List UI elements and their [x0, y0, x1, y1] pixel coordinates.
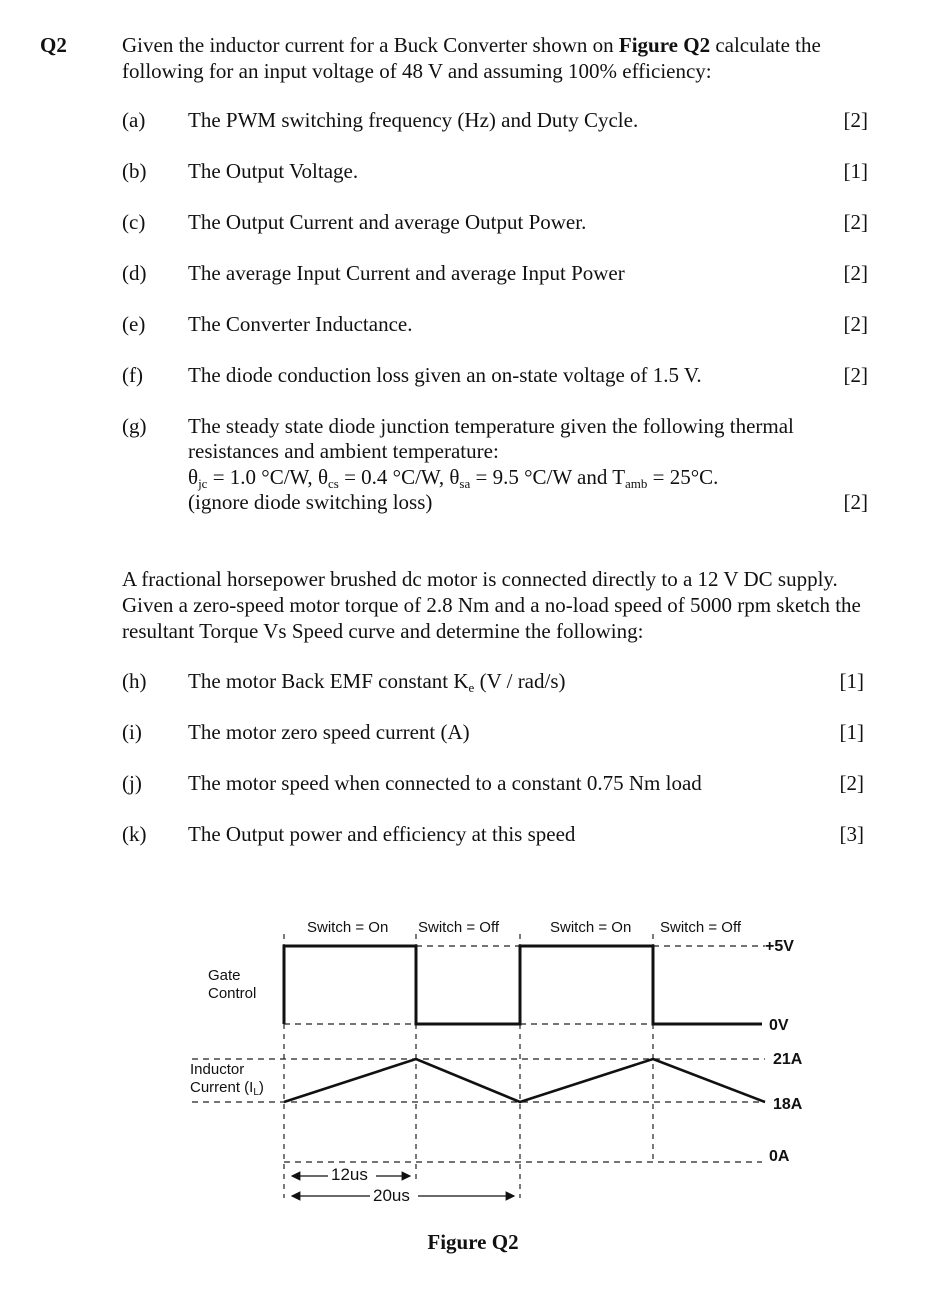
gate-control-waveform	[284, 946, 762, 1024]
part-label: (k)	[122, 822, 147, 846]
figure-caption: Figure Q2	[427, 1230, 519, 1254]
switch-label-3: Switch = On	[550, 919, 632, 936]
part-text: The PWM switching frequency (Hz) and Duty Cycle.	[188, 108, 639, 132]
horizontal-guides	[192, 946, 765, 1162]
part-label: (j)	[122, 771, 142, 795]
part-marks: [2]	[839, 771, 864, 795]
part-marks: [2]	[843, 210, 868, 234]
part-text: The diode conduction loss given an on-state voltage of 1.5 V.	[188, 363, 702, 387]
part-text: The Converter Inductance.	[188, 312, 413, 336]
motor-intro: A fractional horsepower brushed dc motor is connected directly to a 12 V DC supply. Given a zero-speed motor torque of 2.8 Nm and a no-load speed of 5000 rpm sketch the resultant Torque Vs Speed curve and determine the following:	[122, 567, 861, 643]
vertical-guides	[284, 934, 653, 1198]
part-label: (e)	[122, 312, 146, 336]
part-marks: [3]	[839, 822, 864, 846]
part-text-line2: resistances and ambient temperature:	[188, 439, 499, 463]
part-marks: [2]	[843, 261, 868, 285]
gate-label-line1: Gate	[208, 967, 241, 984]
switch-label-4: Switch = Off	[660, 919, 742, 936]
inductor-current-waveform	[284, 1059, 765, 1102]
part-label: (a)	[122, 108, 146, 132]
part-text: The motor zero speed current (A)	[188, 720, 470, 744]
part-text: The Output power and efficiency at this speed	[188, 822, 576, 846]
part-label: (f)	[122, 363, 143, 387]
part-text-line4: (ignore diode switching loss)	[188, 490, 433, 514]
inductor-label-line1: Inductor	[190, 1061, 245, 1078]
level-label-18a: 18A	[773, 1096, 803, 1113]
part-marks: [1]	[839, 720, 864, 744]
part-label: (i)	[122, 720, 142, 744]
question-intro: Given the inductor current for a Buck Converter shown on Figure Q2 calculate the following for an input voltage of 48 V and assuming 100% efficiency:	[122, 33, 821, 83]
time-label-12us: 12us	[331, 1165, 368, 1184]
part-label: (g)	[122, 414, 147, 438]
part-label: (d)	[122, 261, 147, 285]
part-marks: [2]	[843, 363, 868, 387]
question-number: Q2	[40, 33, 67, 57]
part-marks: [1]	[839, 669, 864, 693]
level-label-0a: 0A	[769, 1148, 790, 1165]
level-label-5v: +5V	[765, 938, 794, 955]
part-marks: [1]	[843, 159, 868, 183]
part-marks: [2]	[843, 312, 868, 336]
part-text: The Output Voltage.	[188, 159, 359, 183]
thermal-values: $\theta_{jc} = 1.0$ °C/W, $\theta_{cs} = 0.4$ °C/W, $\theta_{sa} = 9.5$ °C/W and $T_{amb} = 25^\circ C$.	[188, 465, 719, 491]
part-text: The motor Back EMF constant $K_e$ (V / rad/s)	[188, 669, 566, 695]
switch-label-1: Switch = On	[307, 919, 389, 936]
part-label: (b)	[122, 159, 147, 183]
gate-label-line2: Control	[208, 985, 257, 1002]
switch-label-2: Switch = Off	[418, 919, 500, 936]
part-text: The motor speed when connected to a constant 0.75 Nm load	[188, 771, 702, 795]
inductor-label-line2: Current $(I_L)$	[190, 1079, 264, 1098]
level-label-21a: 21A	[773, 1051, 803, 1068]
part-text: The average Input Current and average Input Power	[188, 261, 625, 285]
part-marks: [2]	[843, 490, 868, 514]
part-marks: [2]	[843, 108, 868, 132]
part-text-line1: The steady state diode junction temperature given the following thermal	[188, 414, 794, 438]
time-label-20us: 20us	[373, 1186, 410, 1205]
part-label: (h)	[122, 669, 147, 693]
level-label-0v: 0V	[769, 1017, 789, 1034]
part-text: The Output Current and average Output Power.	[188, 210, 587, 234]
part-label: (c)	[122, 210, 146, 234]
